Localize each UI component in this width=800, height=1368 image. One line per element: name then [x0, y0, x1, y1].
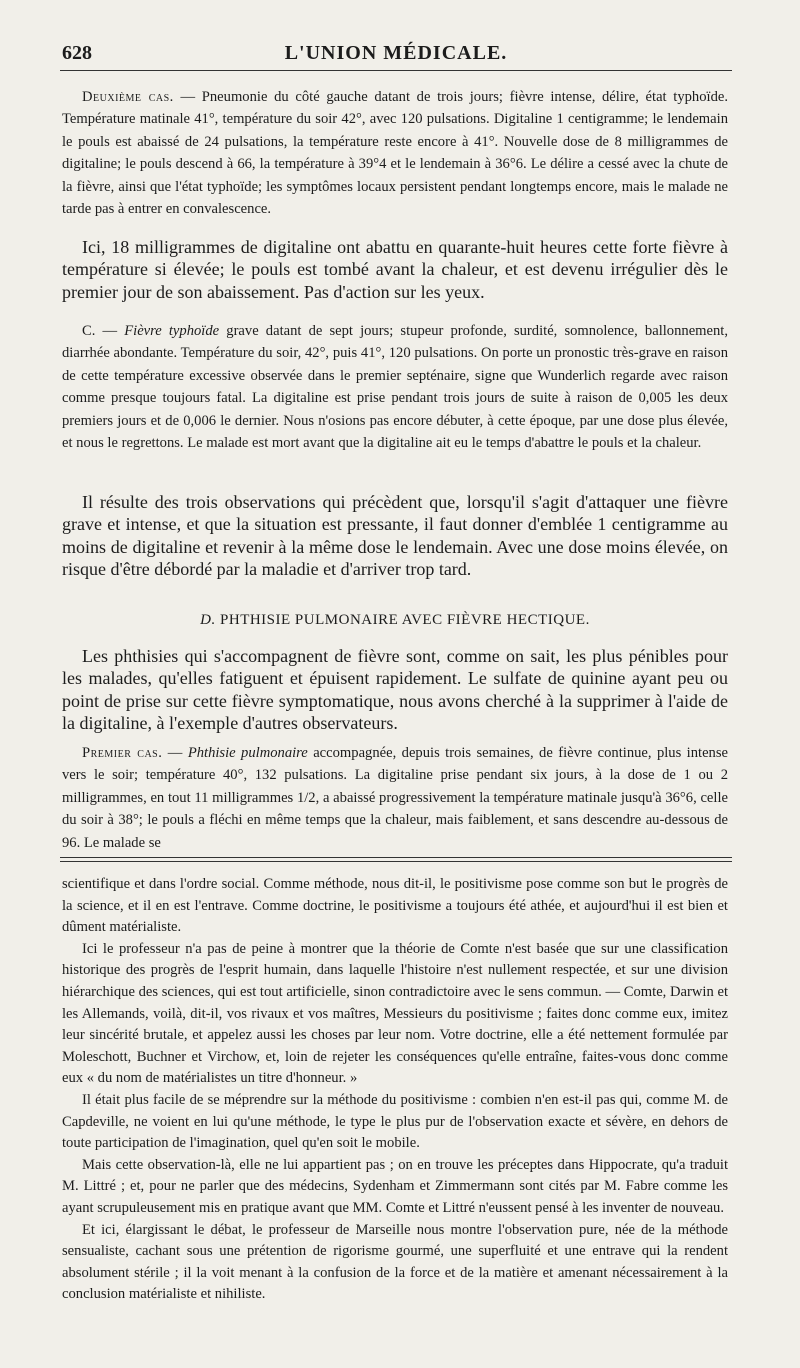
header-rule: [60, 70, 732, 71]
case-c-label: C.: [82, 323, 96, 339]
case-premier-text: accompagnée, depuis trois semaines, de fièvre continue, plus intense vers le soir; température 40°, 132 pulsations. La digitaline prise pendant six jours, à la dose de 1 ou 2 milligrammes, en tout 11 milligrammes 1/2, a abaissé progressivement la température matinale jusqu'à 36°6, celle du soir à 38°; le pouls a fléchi en même temps que la chaleur, mais faiblement, et sans descendre au-dessous de 96. Le malade se: [62, 745, 729, 851]
case-c: [62, 320, 728, 454]
case-c-title: Fièvre typhoïde: [124, 323, 220, 339]
feuilleton-paragraph-3: Il était plus facile de se méprendre sur la méthode du positivisme : combien n'en est-il pas qui, comme M. de Capdeville, ne voient en lui qu'une méthode, le type le plus pur de l'observation exacte et sévère, en dehors de toute participation de l'imagination, quel qu'en soit le mobile.: [62, 1091, 728, 1152]
feuilleton: [62, 874, 728, 1306]
case-premier-label: Premier cas.: [82, 745, 163, 761]
feuilleton-rule-2: [60, 861, 732, 862]
case-deuxieme-paragraph: [62, 86, 728, 220]
para-phthisies: [62, 645, 728, 734]
case-deuxieme: [62, 86, 728, 220]
case-text: — Pneumonie du côté gauche datant de trois jours; fièvre intense, délire, état typhoïde. Température matinale 41°, température du soir 42°, avec 120 pulsations. Digitaline 1 centigramme; le lendemain le pouls est abaissé de 24 pulsations, la température reste encore à 41°. Nouvelle dose de 8 milligrammes de digitaline; le pouls descend à 66, la température à 39°4 et le lendemain à 36°6. Le délire a cessé avec la chute de la fièvre, ainsi que l'état typhoïde; les symptômes locaux persistent pendant longtemps encore, mais le malade ne tarde pas à entrer en convalescence.: [62, 89, 729, 218]
section-d-letter: D.: [200, 612, 216, 628]
case-c-text: grave datant de sept jours; stupeur profonde, surdité, somnolence, ballonnement, diarrhée abondante. Température du soir, 42°, puis 41°, 120 pulsations. On porte un pronostic très-grave en raison de cette température excessive observée dans le premier septénaire, signe que Wunderlich regarde avec raison comme presque toujours fatal. La digitaline est prise pendant trois jours de suite à raison de 0,005 les deux premiers jours et de 0,006 le dernier. Nous n'osions pas encore débuter, à cette époque, par une dose plus élevée, et nous le regrettons. Le malade est mort avant que la digitaline ait eu le temps d'abattre le pouls et la chaleur.: [62, 323, 728, 452]
running-title: L'UNION MÉDICALE.: [284, 42, 508, 64]
para-ici: [62, 236, 728, 303]
page-number: 628: [62, 42, 92, 64]
case-premier-paragraph: Premier cas. — Phthisie pulmonaire accompagnée, depuis trois semaines, de fièvre continue, plus intense vers le soir; température 40°, 132 pulsations. La digitaline prise pendant six jours, à la dose de 1 ou 2 milligrammes, en tout 11 milligrammes 1/2, a abaissé progressivement la température matinale jusqu'à 36°6, celle du soir à 38°; le pouls a fléchi en même temps que la chaleur, mais faiblement, et sans descendre au-dessous de 96. Le malade se: [62, 745, 729, 851]
case-premier: [62, 742, 728, 854]
paragraph-phthisies: Les phthisies qui s'accompagnent de fièvre sont, comme on sait, les plus pénibles pour les malades, qu'elles fatiguent et épuisent rapidement. Le sulfate de quinine ayant peu ou point de prise sur cette fièvre symptomatique, nous avons cherché à la supprimer à l'aide de la digitaline, à l'exemple d'autres observateurs.: [62, 646, 728, 733]
feuilleton-paragraph-1: scientifique et dans l'ordre social. Comme méthode, nous dit-il, le positivisme pose comme son but le progrès de la science, et il en est l'entrave. Comme doctrine, le positivisme a toujours été athée, et aujourd'hui il est bien et dûment matérialiste.: [62, 876, 728, 936]
para-resulte: [62, 491, 728, 580]
case-c-paragraph: C. — Fièvre typhoïde grave datant de sept jours; stupeur profonde, surdité, somnolence, ballonnement, diarrhée abondante. Température du soir, 42°, puis 41°, 120 pulsations. On porte un pronostic très-grave en raison de cette température excessive observée dans le premier septénaire, signe que Wunderlich regarde avec raison comme presque toujours fatal. La digitaline est prise pendant trois jours de suite à raison de 0,005 les deux premiers jours et de 0,006 le dernier. Nous n'osions pas encore débuter, à cette époque, par une dose plus élevée, et nous le regrettons. Le malade est mort avant que la digitaline ait eu le temps d'abattre le pouls et la chaleur.: [62, 323, 728, 452]
case-label: Deuxième cas.: [82, 89, 174, 105]
page-header: [62, 42, 730, 66]
case-premier-title: Phthisie pulmonaire: [187, 745, 308, 761]
paragraph-resulte: Il résulte des trois observations qui précèdent que, lorsqu'il s'agit d'attaquer une fièvre grave et intense, et que la situation est pressante, il faut donner d'emblée 1 centigramme au moins de digitaline et revenir à la même dose le lendemain. Avec une dose moins élevée, on risque d'être débordé par la maladie et d'arriver trop tard.: [62, 492, 728, 579]
section-d-title: PHTHISIE PULMONAIRE AVEC FIÈVRE HECTIQUE.: [220, 612, 590, 628]
feuilleton-paragraph-5: Et ici, élargissant le débat, le professeur de Marseille nous montre l'observation pure, née de la méthode sensualiste, cachant sous une prétention de rigorisme gourmé, une superfluité et une entrave qui la rendent absolument stérile ; il la voit menant à la confusion de la force et de la matière et amenant nécessairement à la conclusion matérialiste et nihiliste.: [62, 1221, 728, 1303]
feuilleton-paragraph-4: Mais cette observation-là, elle ne lui appartient pas ; on en trouve les préceptes dans Hippocrate, qu'a traduit M. Littré ; et, pour ne parler que des médecins, Sydenham et Zimmermann sont cités par M. Fabre comme les ayant scrupuleusement mis en pratique avant que MM. Comte et Littré n'eussent pensé à les inventer de nouveau.: [62, 1156, 728, 1216]
feuilleton-paragraph-2: Ici le professeur n'a pas de peine à montrer que la théorie de Comte n'est basée que sur une classification historique des progrès de l'esprit humain, dans laquelle l'histoire n'est nullement respectée, et sur une division hiérarchique des sciences, qui est tout artificielle, sinon contradictoire avec le sens commun. — Comte, Darwin et les Allemands, voilà, dit-il, vos rivaux et vos maîtres, Messieurs du positivisme ; faites donc comme eux, imitez leur sincérité brutale, et appelez aussi les choses par leur nom. Votre doctrine, elle a été nettement formulée par Moleschott, Buchner et Virchow, et, loin de rejeter les conséquences qu'elle entraîne, faites-vous donc comme eux « du nom de matérialistes un titre d'honneur. »: [62, 940, 728, 1087]
paragraph-ici: Ici, 18 milligrammes de digitaline ont abattu en quarante-huit heures cette forte fièvre à température si élevée; le pouls est tombé avant la chaleur, et est devenu irrégulier dès le premier jour de son abaissement. Pas d'action sur les yeux.: [62, 237, 728, 302]
section-d-heading: [62, 612, 728, 629]
feuilleton-rule-1: [60, 857, 732, 858]
